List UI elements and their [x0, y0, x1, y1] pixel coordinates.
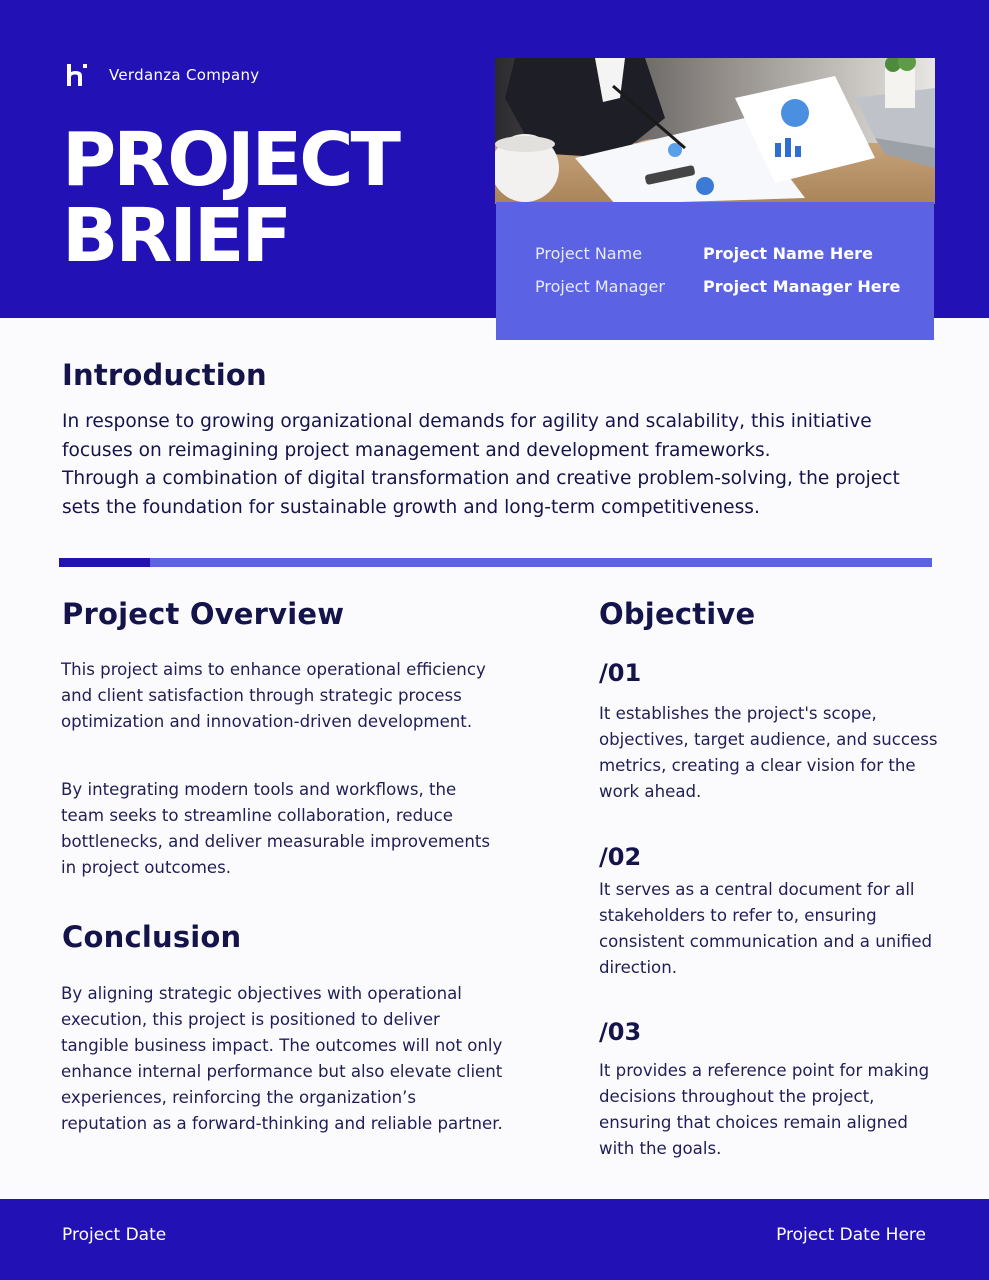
- header-photo: [495, 58, 935, 204]
- h-logo-icon: [66, 62, 90, 88]
- project-info-box: [496, 202, 934, 340]
- overview-heading: Project Overview: [62, 597, 345, 631]
- title-line-2: BRIEF: [62, 193, 290, 279]
- objective-number: /03: [599, 1018, 642, 1046]
- page-title: [62, 117, 398, 279]
- divider-accent: [59, 558, 150, 567]
- company-name: Verdanza Company: [109, 66, 260, 84]
- overview-paragraph-1: This project aims to enhance operational efficiency and client satisfaction through strategic process optimization and innovation-driven development.: [61, 660, 486, 731]
- objective-number: /01: [599, 659, 642, 687]
- objective-text: It provides a reference point for making decisions throughout the project, ensuring that choices remain aligned with the goals.: [599, 1061, 930, 1158]
- objective-text: It establishes the project's scope, objectives, target audience, and success metrics, creating a clear vision for the work ahead.: [599, 704, 938, 801]
- conclusion-heading: Conclusion: [62, 920, 242, 954]
- project-manager-label: Project Manager: [535, 277, 665, 296]
- project-name-value: Project Name Here: [703, 244, 873, 263]
- project-name-label: Project Name: [535, 244, 643, 263]
- section-divider: [59, 558, 932, 567]
- objective-heading: Objective: [599, 597, 756, 631]
- project-date-label: Project Date: [62, 1225, 167, 1245]
- project-date-value: Project Date Here: [776, 1225, 926, 1245]
- objective-text: It serves as a central document for all stakeholders to refer to, ensuring consistent communication and a unified direction.: [599, 880, 933, 977]
- introduction-heading: Introduction: [62, 358, 267, 392]
- overview-paragraph-2: By integrating modern tools and workflows, the team seeks to streamline collaboration, reduce bottlenecks, and deliver measurable improvements in project outcomes.: [61, 780, 491, 877]
- introduction-line-1: In response to growing organizational demands for agility and scalability, this initiative focuses on reimagining project management and development frameworks.: [62, 411, 872, 461]
- objective-number: /02: [599, 843, 642, 871]
- introduction-line-2: Through a combination of digital transformation and creative problem-solving, the project sets the foundation for sustainable growth and long-term competitiveness.: [62, 468, 900, 518]
- project-manager-value: Project Manager Here: [703, 277, 901, 296]
- conclusion-paragraph: By aligning strategic objectives with operational execution, this project is positioned to deliver tangible business impact. The outcomes will not only enhance internal performance but also elevate client experiences, reinforcing the organization’s reputation as a forward-thinking and reliable partner.: [61, 984, 503, 1133]
- title-line-1: PROJECT: [62, 117, 398, 203]
- introduction-text: [62, 408, 942, 522]
